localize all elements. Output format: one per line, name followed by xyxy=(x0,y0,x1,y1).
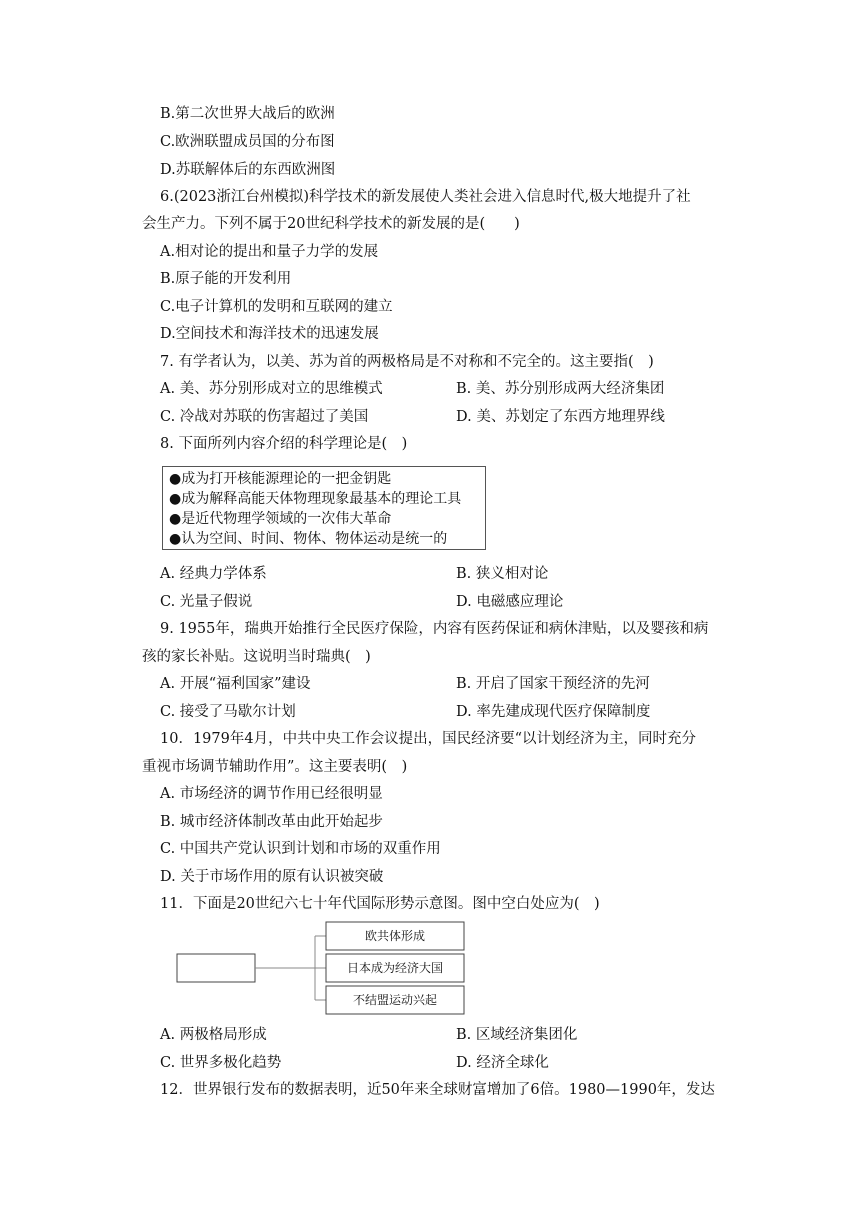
q11-option-a: A. 两极格局形成 xyxy=(160,1027,267,1043)
q7-option-c: C. 冷战对苏联的伤害超过了美国 xyxy=(160,409,369,425)
q6-option-c: C.电子计算机的发明和互联网的建立 xyxy=(160,299,393,315)
q8-option-a: A. 经典力学体系 xyxy=(160,566,267,582)
q8-box-item: ●是近代物理学领域的一次伟大革命 xyxy=(169,511,392,527)
q10-option-b: B. 城市经济体制改革由此开始起步 xyxy=(160,814,383,830)
q11-stem: 11．下面是20世纪六七十年代国际形势示意图。图中空白处应为( ) xyxy=(160,896,600,912)
q6-stem-line2: 会生产力。下列不属于20世纪科学技术的新发展的是( ) xyxy=(142,216,520,232)
q10-option-a: A. 市场经济的调节作用已经很明显 xyxy=(160,786,383,802)
q11-option-d: D. 经济全球化 xyxy=(456,1055,549,1071)
q9-option-c: C. 接受了马歇尔计划 xyxy=(160,704,296,720)
q6-option-d: D.空间技术和海洋技术的迅速发展 xyxy=(160,326,379,342)
q9-option-d: D. 率先建成现代医疗保障制度 xyxy=(456,704,651,720)
q6-stem-line1: 6.(2023浙江台州模拟)科学技术的新发展使人类社会进入信息时代,极大地提升了社 xyxy=(160,189,691,205)
q5-option-c: C.欧洲联盟成员国的分布图 xyxy=(160,134,335,150)
q8-option-b: B. 狭义相对论 xyxy=(456,566,549,582)
diagram-blank-box xyxy=(177,954,255,982)
q9-option-a: A. 开展“福利国家”建设 xyxy=(160,676,311,692)
q11-option-c: C. 世界多极化趋势 xyxy=(160,1055,282,1071)
q6-option-b: B.原子能的开发利用 xyxy=(160,271,292,287)
q9-option-b: B. 开启了国家干预经济的先河 xyxy=(456,676,650,692)
q10-stem-line1: 10．1979年4月，中共中央工作会议提出，国民经济要“以计划经济为主，同时充分 xyxy=(160,731,696,747)
q8-box-item: ●认为空间、时间、物体、物体运动是统一的 xyxy=(169,531,448,547)
q9-stem-line1: 9. 1955年，瑞典开始推行全民医疗保险，内容有医药保证和病休津贴，以及婴孩和病 xyxy=(160,621,709,637)
q6-option-a: A.相对论的提出和量子力学的发展 xyxy=(160,244,379,260)
q7-option-d: D. 美、苏划定了东西方地理界线 xyxy=(456,409,665,425)
diagram-item-label: 欧共体形成 xyxy=(364,929,425,943)
q8-box-item: ●成为打开核能源理论的一把金钥匙 xyxy=(169,471,392,487)
q8-option-c: C. 光量子假说 xyxy=(160,594,253,610)
q7-option-b: B. 美、苏分别形成两大经济集团 xyxy=(456,381,665,397)
q10-option-d: D. 关于市场作用的原有认识被突破 xyxy=(160,869,384,885)
diagram-item-label: 日本成为经济大国 xyxy=(346,961,443,975)
q8-stem: 8. 下面所列内容介绍的科学理论是( ) xyxy=(160,436,408,452)
q5-option-d: D.苏联解体后的东西欧洲图 xyxy=(160,162,336,178)
q12-stem-line1: 12．世界银行发布的数据表明，近50年来全球财富增加了6倍。1980—1990年，发达 xyxy=(160,1082,715,1098)
q11-option-b: B. 区域经济集团化 xyxy=(456,1027,578,1043)
q8-box-item: ●成为解释高能天体物理现象最基本的理论工具 xyxy=(169,491,462,507)
diagram-item-label: 不结盟运动兴起 xyxy=(352,993,437,1007)
q7-stem: 7. 有学者认为，以美、苏为首的两极格局是不对称和不完全的。这主要指( ) xyxy=(160,354,654,370)
q9-stem-line2: 孩的家长补贴。这说明当时瑞典( ) xyxy=(142,649,371,665)
q5-option-b: B.第二次世界大战后的欧洲 xyxy=(160,106,335,122)
q8-option-d: D. 电磁感应理论 xyxy=(456,594,564,610)
q10-option-c: C. 中国共产党认识到计划和市场的双重作用 xyxy=(160,841,441,857)
q10-stem-line2: 重视市场调节辅助作用”。这主要表明( ) xyxy=(142,759,408,775)
q8-info-box xyxy=(162,466,486,550)
q7-option-a: A. 美、苏分别形成对立的思维模式 xyxy=(160,381,383,397)
